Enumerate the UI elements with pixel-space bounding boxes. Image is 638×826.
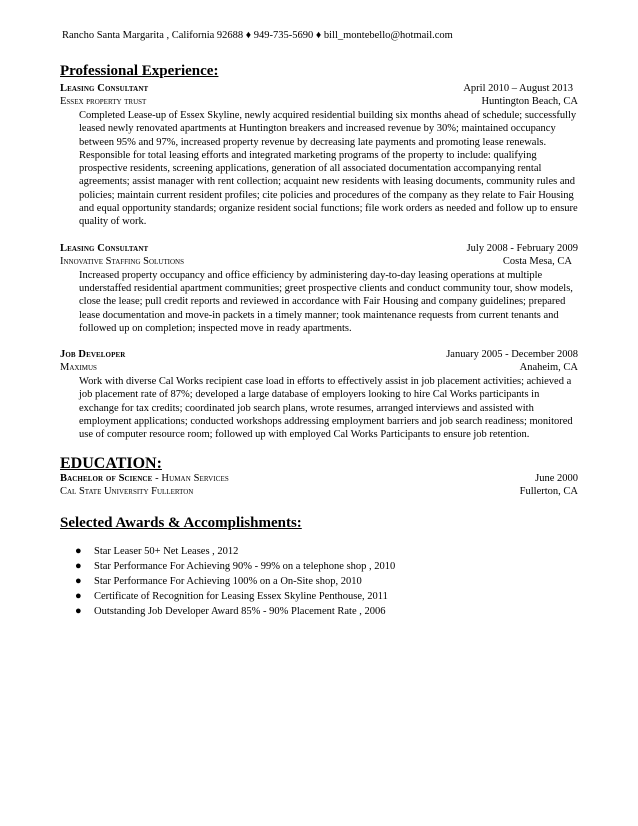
job-description: Work with diverse Cal Works recipient case load in efforts to effectively assist in job placement activities; achieved a job placement rate of 87%; developed a large database of employers looking to hire Cal Works participants in exchange for tax credits; coordinated job search plans, wrote resumes, arranged interviews and assisted with employment applications; conducted workshops addressing employment barriers and job search readiness; monitored use of computer resource room; followed up with employed Cal Works Participants to ensure job retention. xyxy=(79,376,573,441)
contact-line: Rancho Santa Margarita , California 92688 ♦ 949-735-5690 ♦ bill_montebello@hotmail.com xyxy=(62,30,453,41)
education-title: EDUCATION: xyxy=(60,454,162,472)
education-subheader xyxy=(60,485,580,498)
education-entry xyxy=(60,472,580,498)
list-item xyxy=(75,544,580,559)
bullet-icon: ● xyxy=(75,605,82,618)
awards-list xyxy=(60,544,580,620)
job-description: Increased property occupancy and office efficiency by administering day-to-day leasing operations at multiple understaffed residential apartment communities; greet prospective clients and conduct community tour, show models, close the lease; pull credit reports and reviewed in accordance with Fair Housing and company guidelines; prepared lease documentation and move-in packets in a timely manner; took maintenance requests from current tenants and followed up on completion; inspected move in ready apartments. xyxy=(79,269,573,334)
education-school: Cal State University Fullerton xyxy=(60,485,194,497)
award-text: Star Leaser 50+ Net Leases , 2012 xyxy=(94,545,239,557)
list-item xyxy=(75,574,580,589)
award-text: Star Performance For Achieving 100% on a On-Site shop, 2010 xyxy=(94,576,362,588)
job-company: Essex property trust xyxy=(60,96,147,107)
resume-content xyxy=(60,63,580,620)
job-company: Innovative Staffing Solutions xyxy=(60,255,184,267)
job-dates: April 2010 – August 2013 xyxy=(463,83,573,94)
bullet-icon: ● xyxy=(75,590,82,603)
bullet-icon: ● xyxy=(75,559,82,572)
list-item xyxy=(75,589,580,604)
degree-name: Bachelor of Science xyxy=(60,472,153,484)
awards-title: Selected Awards & Accomplishments: xyxy=(60,514,302,531)
award-text: Certificate of Recognition for Leasing Essex Skyline Penthouse, 2011 xyxy=(94,591,388,603)
job-location: Costa Mesa, CA xyxy=(502,255,572,267)
education-degree-line xyxy=(60,472,229,485)
job-company: Maximus xyxy=(60,362,97,374)
job-subheader xyxy=(60,361,580,374)
award-text: Star Performance For Achieving 90% - 99% on a telephone shop , 2010 xyxy=(94,560,396,572)
bullet-icon: ● xyxy=(75,544,82,557)
job-role: Leasing Consultant xyxy=(60,242,149,254)
award-text: Outstanding Job Developer Award 85% - 90% Placement Rate , 2006 xyxy=(94,606,386,618)
degree-separator: - xyxy=(152,472,162,484)
job-entry xyxy=(60,82,580,229)
education-location: Fullerton, CA xyxy=(519,485,578,497)
experience-title: Professional Experience: xyxy=(60,63,219,79)
bullet-icon: ● xyxy=(75,575,82,588)
job-subheader xyxy=(60,95,580,108)
job-location: Anaheim, CA xyxy=(519,362,578,374)
job-entry xyxy=(60,242,580,335)
list-item xyxy=(75,604,580,619)
list-item xyxy=(75,559,580,574)
job-dates: January 2005 - December 2008 xyxy=(446,349,578,361)
degree-field: Human Services xyxy=(161,472,229,484)
job-header xyxy=(60,242,580,255)
job-description: Completed Lease-up of Essex Skyline, newly acquired residential building six months ahead of schedule; successfully leased newly renovated apartments at Huntington breakers and increased revenue by 30%; maintained occupancy between 95% and 97%, increased property revenue by decreasing late payments and promoting lease renewals. Responsible for total leasing efforts and integrated marketing programs of the property to include: qualifying prospective residents, screening applications, generation of all associated documentation accompanying rental agreements; assist manager with rent collection; acquaint new residents with leasing documents, community rules and policies; maintain current resident profiles; cite policies and procedures of the company as they relate to Fair Housing and equal opportunity standards; organize resident social functions; file work orders as needed and follow up to ensure quality of work. xyxy=(79,110,578,228)
education-header xyxy=(60,472,580,485)
job-header xyxy=(60,82,580,95)
job-dates: July 2008 - February 2009 xyxy=(466,242,578,254)
job-subheader xyxy=(60,255,580,268)
job-role: Leasing Consultant xyxy=(60,83,149,94)
job-header xyxy=(60,348,580,361)
job-entry xyxy=(60,348,580,441)
job-role: Job Developer xyxy=(60,349,126,361)
job-location: Huntington Beach, CA xyxy=(481,96,578,107)
education-date: June 2000 xyxy=(535,472,578,484)
